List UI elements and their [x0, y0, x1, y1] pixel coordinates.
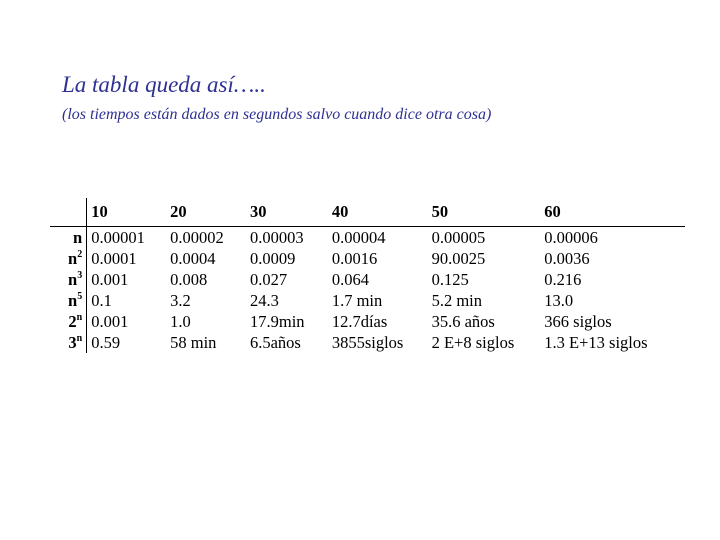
table-cell: 17.9min: [249, 312, 305, 331]
row-header: [50, 269, 87, 290]
table-cell: 1.7 min: [331, 291, 383, 310]
row-header: [50, 227, 87, 249]
row-header: [50, 290, 87, 311]
table-cell: 2 E+8 siglos: [431, 333, 515, 352]
table-cell: 0.0009: [249, 249, 296, 268]
row-header-exponent: n: [76, 311, 83, 323]
row-header-base: 3: [68, 333, 77, 352]
table-cell: 0.001: [91, 312, 129, 331]
table-cell: 35.6 años: [431, 312, 495, 331]
row-header-base: n: [68, 270, 78, 289]
row-header-exponent: 3: [77, 269, 83, 281]
table-cell: 58 min: [170, 333, 217, 352]
table-cell: 3.2: [170, 291, 191, 310]
slide-subtitle: (los tiempos están dados en segundos salvo cuando dice otra cosa): [62, 106, 492, 123]
complexity-table-container: [50, 198, 685, 353]
table-row: [50, 311, 685, 332]
row-header-base: n: [73, 228, 83, 247]
table-cell: 1.3 E+13 siglos: [544, 333, 648, 352]
table-row: [50, 227, 685, 249]
table-corner-cell: [50, 198, 87, 227]
row-header-exponent: 5: [77, 290, 83, 302]
row-header: [50, 332, 87, 353]
table-cell: 0.008: [170, 270, 208, 289]
table-cell: 0.064: [331, 270, 369, 289]
table-cell: 0.00001: [91, 228, 145, 247]
table-cell: 24.3: [249, 291, 279, 310]
slide-title: La tabla queda así…..: [62, 72, 266, 97]
table-cell: 0.00005: [431, 228, 486, 247]
table-header-row: [50, 198, 685, 227]
row-header: [50, 248, 87, 269]
table-cell: 13.0: [544, 291, 574, 310]
column-header: 40: [332, 198, 432, 227]
table-cell: 0.001: [91, 270, 129, 289]
table-cell: 0.216: [544, 270, 582, 289]
table-row: [50, 332, 685, 353]
table-cell: 0.00004: [331, 228, 386, 247]
column-header: 60: [544, 198, 685, 227]
table-cell: 3855siglos: [331, 333, 404, 352]
complexity-table: [50, 198, 685, 353]
row-header-exponent: n: [76, 332, 83, 344]
table-cell: 0.0001: [91, 249, 137, 268]
row-header-exponent: 2: [77, 248, 83, 260]
table-cell: 0.00003: [249, 228, 304, 247]
table-cell: 0.0004: [170, 249, 216, 268]
row-header: [50, 311, 87, 332]
table-cell: 1.0: [170, 312, 191, 331]
table-cell: 5.2 min: [431, 291, 483, 310]
table-cell: 0.0036: [544, 249, 590, 268]
table-cell: 0.0016: [331, 249, 378, 268]
table-row: [50, 290, 685, 311]
row-header-base: n: [68, 291, 78, 310]
table-cell: 0.00002: [170, 228, 224, 247]
table-cell: 12.7días: [331, 312, 388, 331]
column-header: 30: [250, 198, 332, 227]
table-cell: 0.027: [249, 270, 288, 289]
column-header: 20: [170, 198, 250, 227]
table-cell: 0.125: [431, 270, 469, 289]
table-cell: 0.00006: [544, 228, 598, 247]
table-cell: 90.0025: [431, 249, 486, 268]
table-cell: 6.5años: [249, 333, 301, 352]
table-cell: 366 siglos: [544, 312, 612, 331]
table-row: [50, 269, 685, 290]
column-header: 10: [87, 198, 170, 227]
column-header: 50: [432, 198, 545, 227]
table-cell: 0.59: [91, 333, 121, 352]
row-header-base: n: [68, 249, 78, 268]
row-header-base: 2: [68, 312, 77, 331]
table-cell: 0.1: [91, 291, 112, 310]
table-row: [50, 248, 685, 269]
